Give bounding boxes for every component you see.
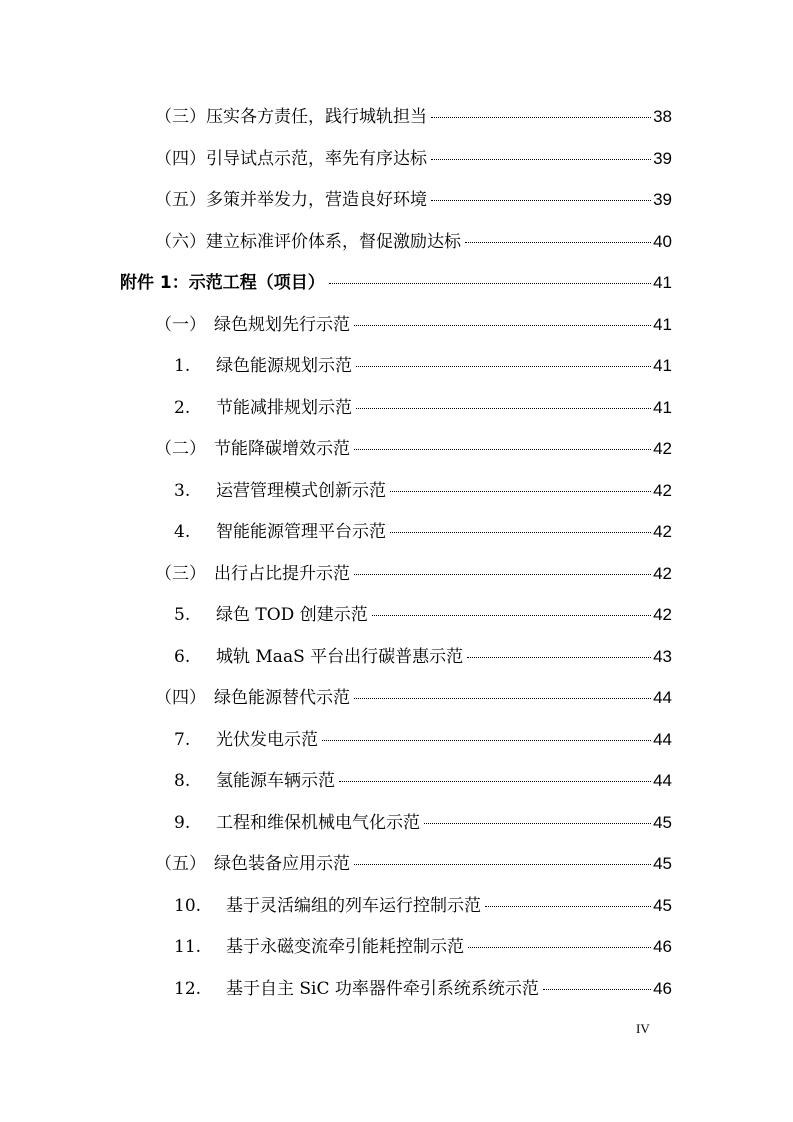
toc-entry-label: 5. bbox=[174, 605, 191, 625]
toc-entry-page: 41 bbox=[653, 273, 672, 292]
toc-entry[interactable] bbox=[174, 480, 672, 502]
toc-leader-dots bbox=[354, 574, 651, 575]
toc-leader-dots bbox=[467, 657, 651, 658]
toc-entry-label: （六） bbox=[155, 232, 206, 252]
toc-entry-page: 40 bbox=[653, 232, 672, 251]
toc-entry-label: （一） bbox=[155, 315, 206, 335]
toc-entry-title: 多策并举发力，营造良好环境 bbox=[206, 190, 427, 210]
toc-entry-label: 9. bbox=[174, 813, 191, 833]
toc-leader-dots bbox=[465, 242, 651, 243]
toc-entry-title: 绿色 TOD 创建示范 bbox=[216, 605, 368, 625]
toc-leader-dots bbox=[431, 159, 651, 160]
toc-entry-page: 45 bbox=[653, 854, 672, 873]
toc-leader-dots bbox=[354, 449, 651, 450]
toc-entry[interactable] bbox=[174, 646, 672, 668]
toc-entry-page: 41 bbox=[653, 315, 672, 334]
toc-entry-label: 附件 1： bbox=[120, 273, 189, 293]
toc-entry[interactable] bbox=[174, 812, 672, 834]
toc-entry-page: 42 bbox=[653, 481, 672, 500]
toc-entry-title: 引导试点示范，率先有序达标 bbox=[206, 149, 427, 169]
toc-entry-title: 节能降碳增效示范 bbox=[214, 439, 350, 459]
toc-entry[interactable] bbox=[174, 729, 672, 751]
toc-leader-dots bbox=[354, 325, 651, 326]
toc-entry[interactable] bbox=[174, 770, 672, 792]
toc-entry-title: 示范工程（项目） bbox=[188, 273, 325, 293]
toc-leader-dots bbox=[322, 740, 651, 741]
toc-entry-page: 46 bbox=[653, 937, 672, 956]
toc-leader-dots bbox=[543, 989, 651, 990]
toc-entry-label: 11. bbox=[174, 937, 202, 957]
toc-entry-title: 基于永磁变流牵引能耗控制示范 bbox=[226, 937, 464, 957]
toc-leader-dots bbox=[424, 823, 651, 824]
toc-entry-label: 1. bbox=[174, 356, 191, 376]
toc-entry-title: 绿色规划先行示范 bbox=[214, 315, 350, 335]
toc-entry-label: 3. bbox=[174, 481, 191, 501]
toc-entry-page: 38 bbox=[653, 107, 672, 126]
toc-entry[interactable] bbox=[155, 687, 672, 709]
toc-entry-title: 基于自主 SiC 功率器件牵引系统系统示范 bbox=[226, 979, 539, 999]
toc-entry[interactable] bbox=[155, 148, 672, 170]
toc-entry[interactable] bbox=[174, 978, 672, 1000]
toc-entry-appendix[interactable] bbox=[120, 272, 672, 294]
toc-entry[interactable] bbox=[155, 438, 672, 460]
toc-entry[interactable] bbox=[174, 604, 672, 626]
toc-entry[interactable] bbox=[174, 397, 672, 419]
toc-entry[interactable] bbox=[155, 563, 672, 585]
toc-entry-title: 氢能源车辆示范 bbox=[216, 771, 335, 791]
toc-entry-page: 42 bbox=[653, 564, 672, 583]
toc-entry-label: （四） bbox=[155, 688, 206, 708]
toc-entry-title: 智能能源管理平台示范 bbox=[216, 522, 386, 542]
toc-leader-dots bbox=[356, 366, 651, 367]
toc-leader-dots bbox=[431, 200, 651, 201]
toc-entry[interactable] bbox=[174, 355, 672, 377]
toc-leader-dots bbox=[390, 532, 651, 533]
toc-entry-page: 42 bbox=[653, 439, 672, 458]
toc-entry-label: 8. bbox=[174, 771, 191, 791]
toc-entry-page: 41 bbox=[653, 356, 672, 375]
toc-entry[interactable] bbox=[174, 936, 672, 958]
toc-entry-page: 45 bbox=[653, 896, 672, 915]
toc-entry-page: 42 bbox=[653, 605, 672, 624]
toc-entry-title: 建立标准评价体系，督促激励达标 bbox=[206, 232, 461, 252]
toc-entry-label: 2. bbox=[174, 398, 191, 418]
toc-entry-page: 45 bbox=[653, 813, 672, 832]
toc-entry-title: 绿色装备应用示范 bbox=[214, 854, 350, 874]
toc-leader-dots bbox=[354, 864, 651, 865]
toc-entry-page: 42 bbox=[653, 522, 672, 541]
toc-leader-dots bbox=[354, 698, 651, 699]
toc-entry-label: （四） bbox=[155, 149, 206, 169]
toc-entry-label: （三） bbox=[155, 564, 206, 584]
toc-entry[interactable] bbox=[174, 521, 672, 543]
toc-entry[interactable] bbox=[155, 189, 672, 211]
toc-entry[interactable] bbox=[174, 895, 672, 917]
toc-entry[interactable] bbox=[155, 314, 672, 336]
toc-entry-page: 44 bbox=[653, 771, 672, 790]
toc-leader-dots bbox=[339, 781, 651, 782]
toc-entry-label: 7. bbox=[174, 730, 191, 750]
page-number-footer: IV bbox=[636, 1021, 650, 1036]
toc-entry-title: 绿色能源替代示范 bbox=[214, 688, 350, 708]
toc-entry-title: 出行占比提升示范 bbox=[214, 564, 350, 584]
toc-entry-title: 工程和维保机械电气化示范 bbox=[216, 813, 420, 833]
toc-entry-label: （二） bbox=[155, 439, 206, 459]
toc-entry-label: （三） bbox=[155, 107, 206, 127]
toc-entry-label: 6. bbox=[174, 647, 191, 667]
toc-entry-page: 39 bbox=[653, 149, 672, 168]
toc-entry-page: 39 bbox=[653, 190, 672, 209]
toc-entry-title: 城轨 MaaS 平台出行碳普惠示范 bbox=[216, 647, 464, 667]
toc-leader-dots bbox=[356, 408, 651, 409]
toc-leader-dots bbox=[431, 117, 651, 118]
toc-entry-title: 运营管理模式创新示范 bbox=[216, 481, 386, 501]
toc-entry-page: 43 bbox=[653, 647, 672, 666]
toc-entry-label: （五） bbox=[155, 854, 206, 874]
toc-entry-page: 44 bbox=[653, 688, 672, 707]
toc-leader-dots bbox=[390, 491, 651, 492]
toc-entry-page: 44 bbox=[653, 730, 672, 749]
toc-entry-label: 10. bbox=[174, 896, 202, 916]
toc-entry-title: 光伏发电示范 bbox=[216, 730, 318, 750]
toc-entry-label: （五） bbox=[155, 190, 206, 210]
toc-entry-page: 41 bbox=[653, 398, 672, 417]
toc-entry-page: 46 bbox=[653, 979, 672, 998]
toc-leader-dots bbox=[329, 283, 651, 284]
toc-entry-title: 基于灵活编组的列车运行控制示范 bbox=[226, 896, 481, 916]
toc-entry-title: 绿色能源规划示范 bbox=[216, 356, 352, 376]
toc-entry-label: 4. bbox=[174, 522, 191, 542]
toc-entry-title: 节能减排规划示范 bbox=[216, 398, 352, 418]
toc-entry[interactable] bbox=[155, 853, 672, 875]
toc-entry-title: 压实各方责任，践行城轨担当 bbox=[206, 107, 427, 127]
toc-leader-dots bbox=[372, 615, 651, 616]
toc-entry[interactable] bbox=[155, 231, 672, 253]
toc-entry[interactable] bbox=[155, 106, 672, 128]
toc-leader-dots bbox=[485, 906, 651, 907]
toc-leader-dots bbox=[468, 947, 651, 948]
toc-entry-label: 12. bbox=[174, 979, 202, 999]
